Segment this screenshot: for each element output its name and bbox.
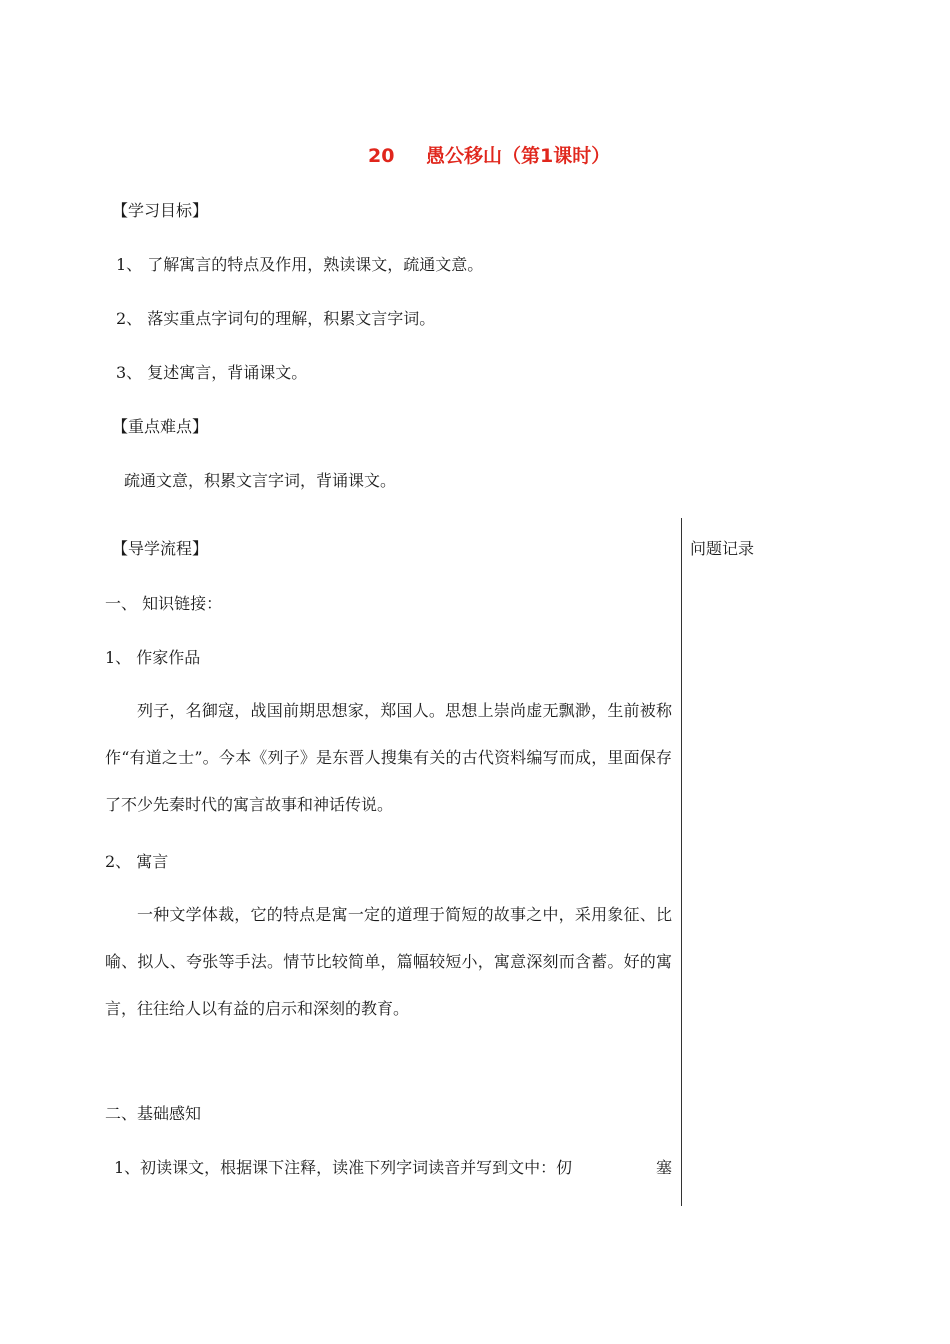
lesson-number: 20 [368,145,395,167]
section-basic-perception: 二、基础感知 [105,1104,202,1123]
lesson-title: 愚公移山（第1课时） [426,145,611,167]
task-line [114,1158,672,1178]
objective-item-2: 2、 落实重点字词句的理解，积累文言字词。 [116,309,436,328]
objective-item-1: 1、 了解寓言的特点及作用，熟读课文，疏通文意。 [116,255,484,274]
author-paragraph: 列子，名御寇，战国前期思想家，郑国人。思想上崇尚虚无飘渺，生前被称作“有道之士”。今本《列子》是东晋人搜集有关的古代资料编写而成，里面保存了不少先秦时代的寓言故事和神话传说。 [105,701,672,814]
column-divider [681,518,682,1206]
key-points-text: 疏通文意，积累文言字词，背诵课文。 [124,471,397,490]
objective-item-3: 3、 复述寓言，背诵课文。 [116,363,308,382]
task-1-end: 塞 [655,1158,672,1177]
objectives-heading: 【学习目标】 [112,201,209,220]
key-points-heading: 【重点难点】 [112,417,209,436]
subsection-fable: 2、 寓言 [105,852,169,871]
process-heading: 【导学流程】 [112,539,209,558]
fable-paragraph: 一种文学体裁，它的特点是寓一定的道理于简短的故事之中，采用象征、比喻、拟人、夸张等手法。情节比较简单，篇幅较短小，寓意深刻而含蓄。好的寓言，往往给人以有益的启示和深刻的教育。 [105,905,672,1018]
subsection-author-works: 1、 作家作品 [105,648,201,667]
question-notes-heading: 问题记录 [690,539,755,558]
section-knowledge-link: 一、 知识链接： [105,594,223,613]
task-1-text: 1、初读课文，根据课下注释，读准下列字词读音并写到文中：仞 [114,1158,573,1177]
page-title [368,146,610,166]
